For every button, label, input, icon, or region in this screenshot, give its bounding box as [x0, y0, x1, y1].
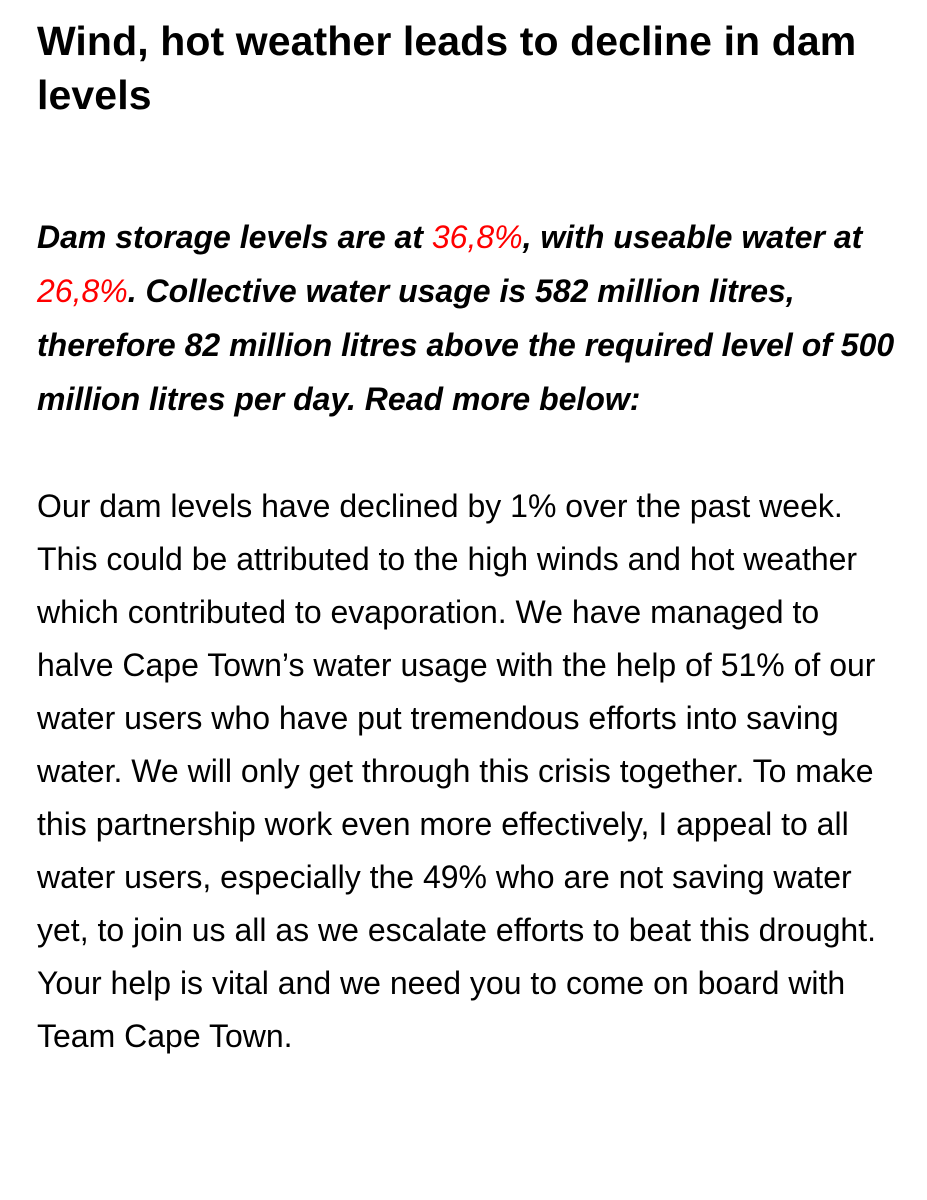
lede-text-part-2: , with useable water at: [522, 219, 863, 255]
article-body: Our dam levels have declined by 1% over the past week. This could be attributed to the high winds and hot weather which contributed to evaporation. We have managed to halve Cape Town’s water usage with the help of 51% of our water users who have put tremendous efforts into saving water. We will only get through this crisis together. To make this partnership work even more effectively, I appeal to all water users, especially the 49% who are not saving water yet, to join us all as we escalate efforts to beat this drought. Your help is vital and we need you to come on board with Team Cape Town.: [37, 488, 876, 1054]
article-lede: [37, 210, 897, 426]
storage-level-value: 36,8%: [431, 219, 523, 255]
article-headline: Wind, hot weather leads to decline in dam levels: [37, 18, 857, 118]
lede-text-part-1: Dam storage levels are at: [37, 219, 432, 255]
useable-level-value: 26,8%: [37, 273, 128, 309]
article: [37, 14, 897, 1063]
lede-text-part-3: . Collective water usage is 582 million litres, therefore 82 million litres above the required level of 500 million litres per day. Read more below:: [37, 273, 895, 417]
